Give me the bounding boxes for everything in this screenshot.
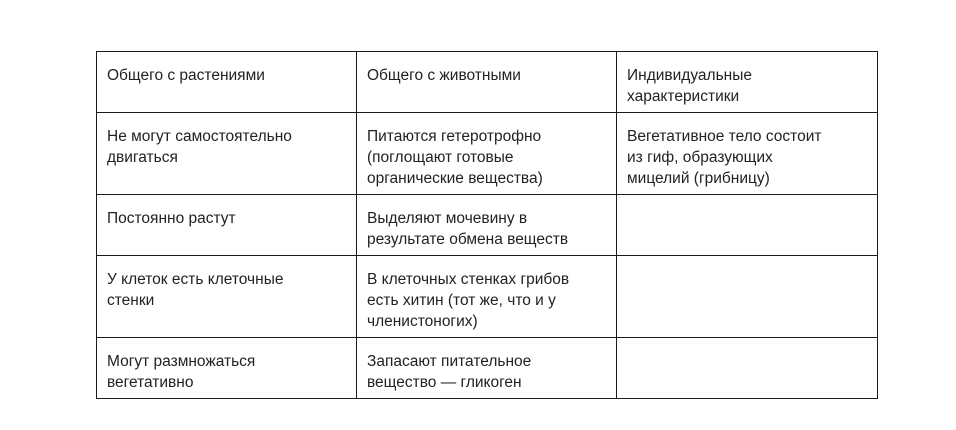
table-cell: Постоянно растут xyxy=(97,195,357,256)
table-header-row xyxy=(97,52,878,113)
table-cell: В клеточных стенках грибов есть хитин (тот же, что и у членистоногих) xyxy=(357,256,617,338)
table-row xyxy=(97,195,878,256)
table-row xyxy=(97,338,878,399)
header-cell-individual: Индивидуальные характеристики xyxy=(617,52,878,113)
table-cell: Выделяют мочевину в результате обмена веществ xyxy=(357,195,617,256)
table-cell: Не могут самостоятельно двигаться xyxy=(97,113,357,195)
table-cell xyxy=(617,256,878,338)
table-row xyxy=(97,256,878,338)
table-cell: У клеток есть клеточные стенки xyxy=(97,256,357,338)
fungi-comparison-table xyxy=(96,51,878,399)
table-cell xyxy=(617,338,878,399)
table-cell: Запасают питательное вещество — гликоген xyxy=(357,338,617,399)
table-cell: Питаются гетеротрофно (поглощают готовые органические вещества) xyxy=(357,113,617,195)
table-cell xyxy=(617,195,878,256)
header-cell-animals: Общего с животными xyxy=(357,52,617,113)
table-row xyxy=(97,113,878,195)
table-cell: Могут размножаться вегетативно xyxy=(97,338,357,399)
table-cell: Вегетативное тело состоит из гиф, образующих мицелий (грибницу) xyxy=(617,113,878,195)
header-cell-plants: Общего с растениями xyxy=(97,52,357,113)
